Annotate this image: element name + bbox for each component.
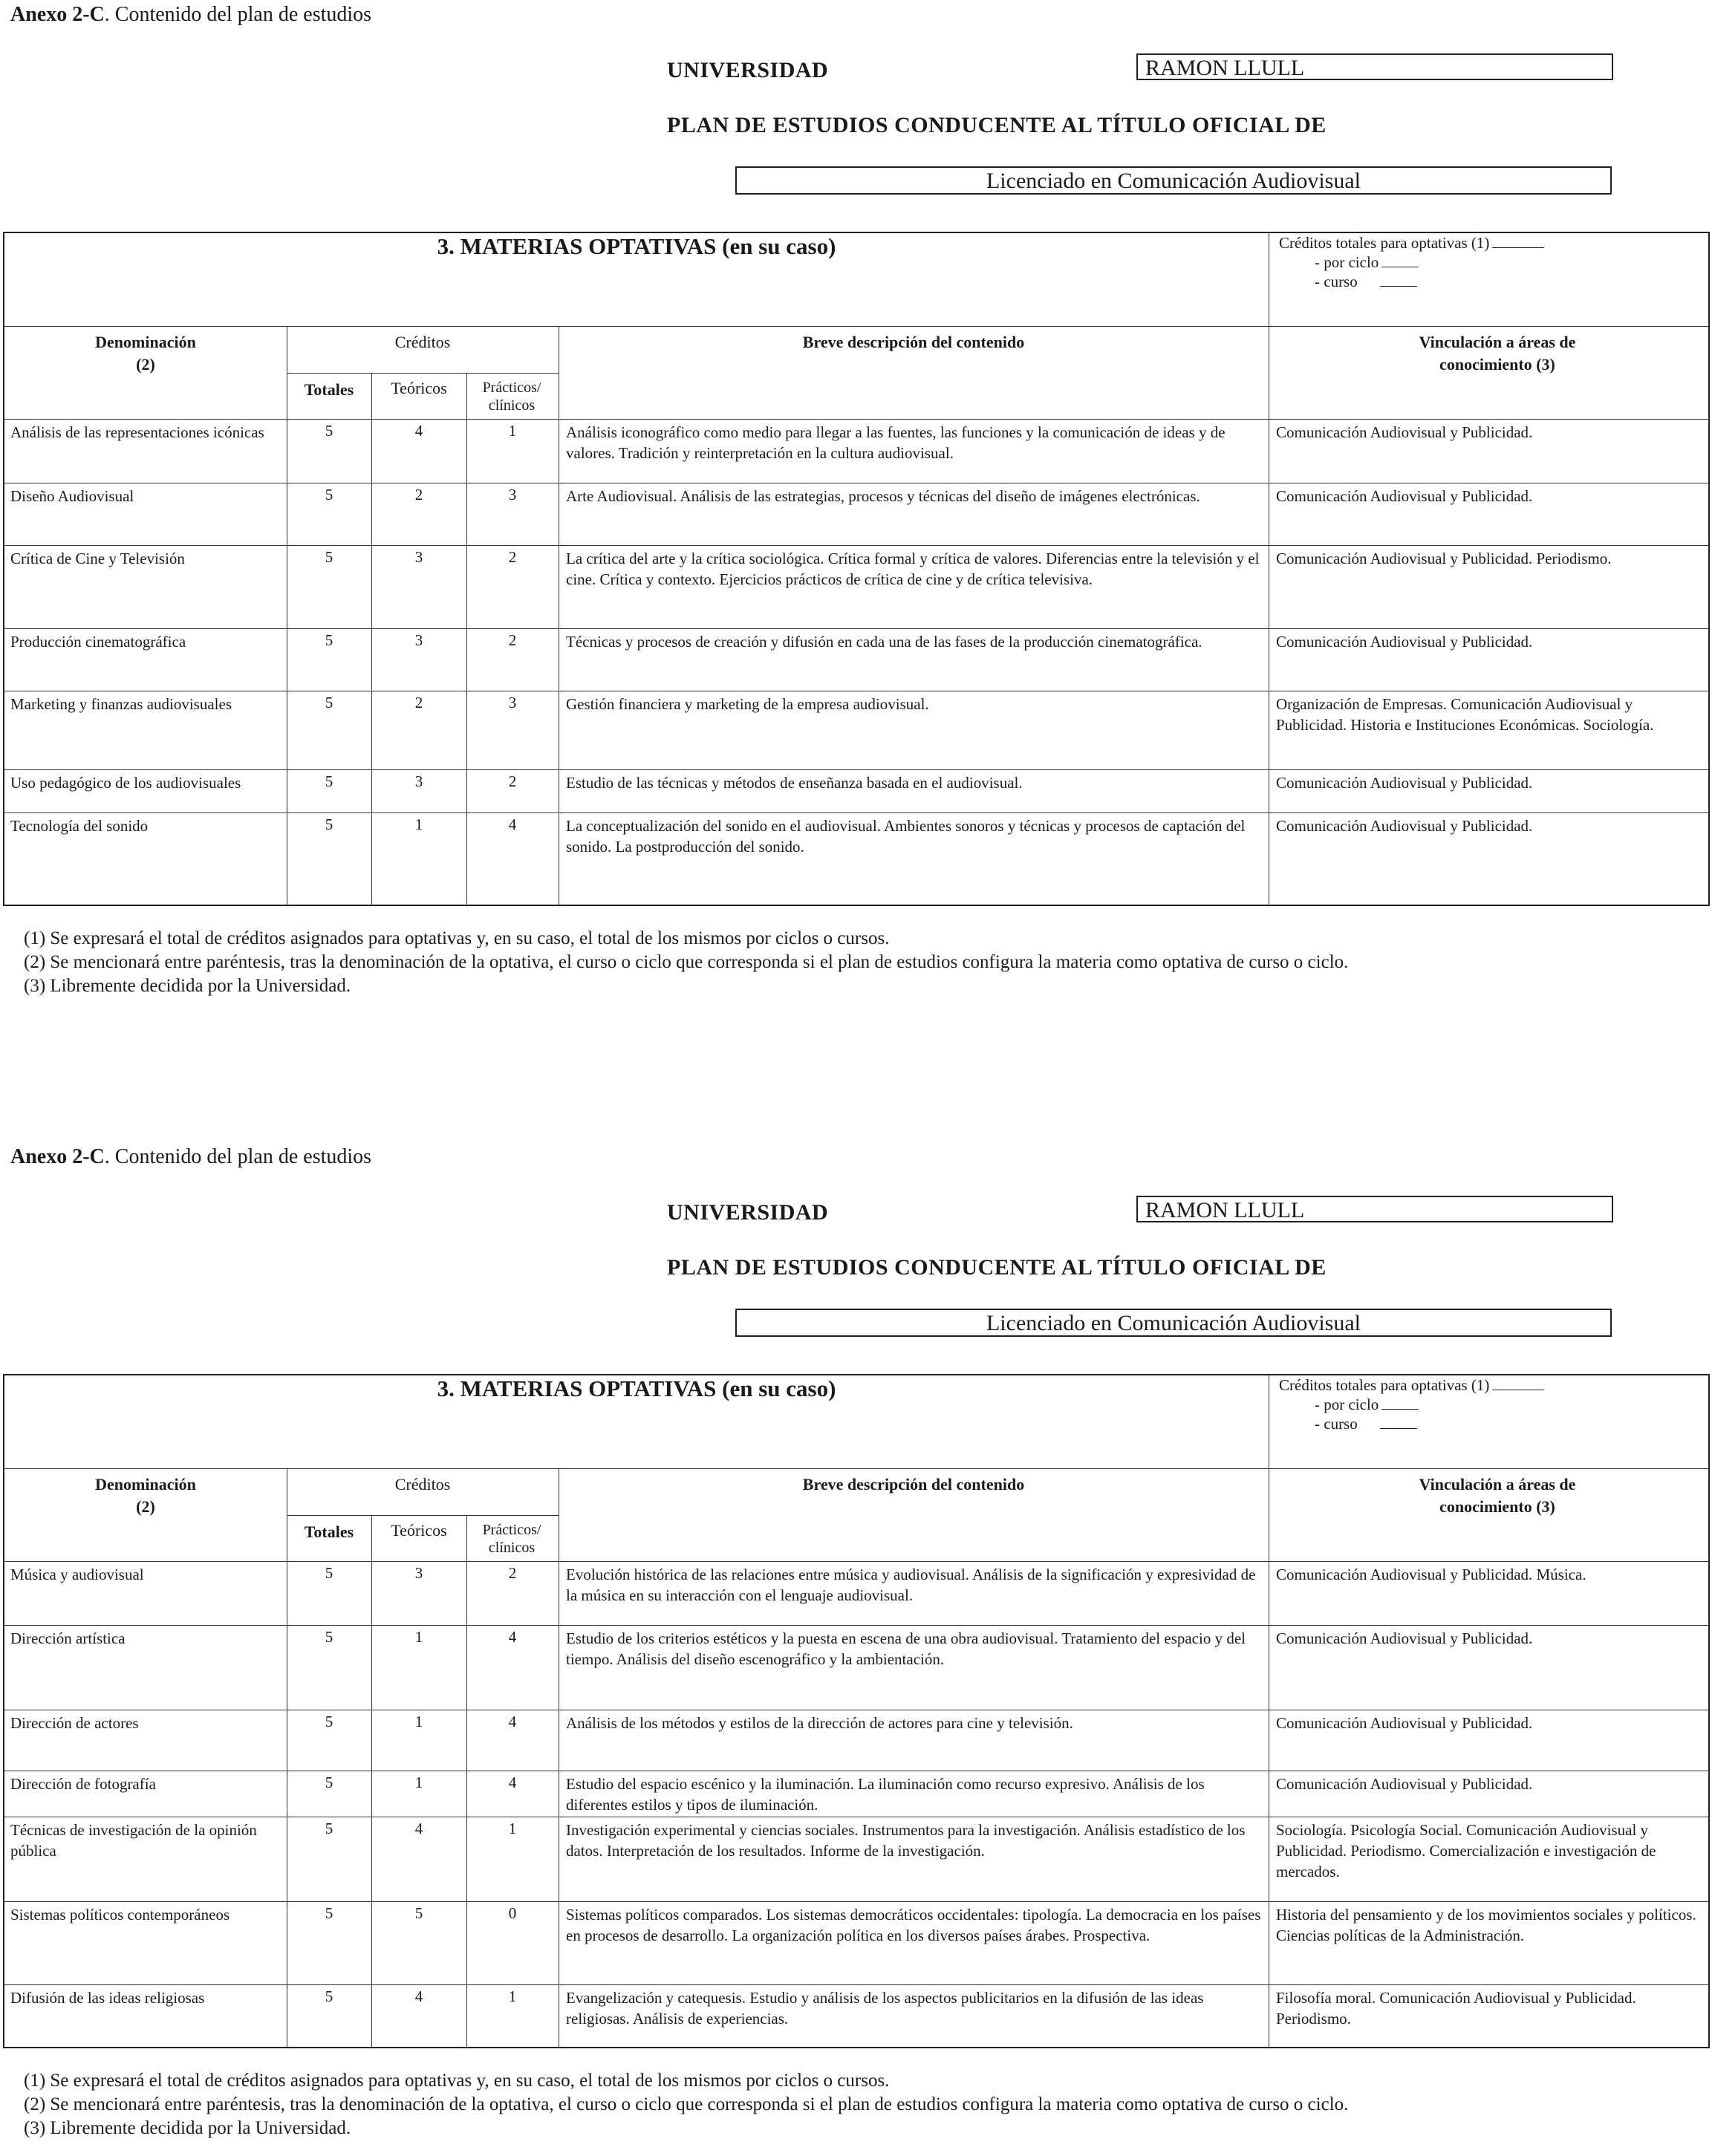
credits-total-block	[1279, 233, 1544, 291]
subject-description: Estudio de las técnicas y métodos de enseñanza basada en el audiovisual.	[566, 774, 1023, 792]
credits-theory-value: 1	[414, 1628, 423, 1646]
subject-description: Estudio del espacio escénico y la iluminación. La iluminación como recurso expresivo. Análisis de los diferentes estilos y tipos de iluminación.	[566, 1775, 1205, 1814]
header-vinculacion: Vinculación a áreas de conocimiento (3)	[1419, 1475, 1576, 1516]
knowledge-area: Comunicación Audiovisual y Publicidad.	[1276, 423, 1533, 441]
credits-theory-value: 4	[414, 1987, 423, 2005]
credits-total-value: 5	[325, 1564, 333, 1582]
optional-subjects-table	[3, 1374, 1710, 2048]
knowledge-area: Comunicación Audiovisual y Publicidad. Música.	[1276, 1566, 1586, 1583]
header-denominacion-note: (2)	[136, 355, 155, 374]
por-ciclo-label: - por ciclo	[1315, 253, 1379, 271]
credits-practice-value: 2	[508, 1564, 517, 1582]
subject-name: Crítica de Cine y Televisión	[10, 550, 185, 567]
credits-total-value: 5	[325, 422, 333, 440]
credits-total-value: 5	[325, 772, 333, 790]
university-name-box: RAMON LLULL	[1136, 53, 1613, 80]
credits-total-block	[1279, 1375, 1544, 1433]
subject-name: Diseño Audiovisual	[10, 487, 134, 505]
annex-text: . Contenido del plan de estudios	[104, 1145, 372, 1168]
plan-title: PLAN DE ESTUDIOS CONDUCENTE AL TÍTULO OFICIAL DE	[667, 1255, 1327, 1280]
subject-name: Música y audiovisual	[10, 1566, 144, 1583]
subject-description: La conceptualización del sonido en el audiovisual. Ambientes sonoros y técnicas y procesos de captación del sonido. La postproducción del sonido.	[566, 817, 1246, 856]
university-label: UNIVERSIDAD	[667, 58, 829, 82]
credits-total-value: 5	[325, 1820, 333, 1837]
credits-total-value: 5	[325, 1774, 333, 1791]
subject-description: Sistemas políticos comparados. Los sistemas democráticos occidentales: tipología. La democracia en los países en procesos de desarrollo. La organización política en los diversos países árabes. Prospectiva.	[566, 1906, 1261, 1944]
subject-description: Estudio de los criterios estéticos y la puesta en escena de una obra audiovisual. Tratamiento del espacio y del tiempo. Análisis del diseño escenográfico y la ambientación.	[566, 1629, 1246, 1668]
header-creditos: Créditos	[394, 1475, 451, 1494]
credits-theory-value: 1	[414, 1774, 423, 1791]
curso-label: - curso	[1315, 1415, 1358, 1433]
subject-description: La crítica del arte y la crítica sociológica. Crítica formal y crítica de valores. Diferencias entre la televisión y el cine. Crítica y contexto. Ejercicios prácticos de crítica de cine y de crítica televisiva.	[566, 550, 1260, 588]
credits-practice-value: 4	[508, 1628, 517, 1646]
subject-name: Dirección de actores	[10, 1714, 139, 1732]
credits-practice-value: 1	[508, 1987, 517, 2005]
credits-theory-value: 4	[414, 422, 423, 440]
subject-name: Tecnología del sonido	[10, 817, 149, 835]
footnote-1: (1) Se expresará el total de créditos asignados para optativas y, en su caso, el total de los mismos por ciclos o cursos.	[24, 928, 890, 948]
subject-description: Gestión financiera y marketing de la empresa audiovisual.	[566, 695, 929, 713]
subject-name: Sistemas políticos contemporáneos	[10, 1906, 230, 1924]
header-denominacion-note: (2)	[136, 1497, 155, 1516]
credits-practice-value: 4	[508, 1713, 517, 1730]
subject-name: Producción cinematográfica	[10, 633, 186, 651]
credits-total-value: 5	[325, 1628, 333, 1646]
knowledge-area: Filosofía moral. Comunicación Audiovisual y Publicidad. Periodismo.	[1276, 1989, 1636, 2028]
table-title: 3. MATERIAS OPTATIVAS (en su caso)	[437, 233, 836, 259]
por-ciclo-label: - por ciclo	[1315, 1395, 1379, 1413]
table-title: 3. MATERIAS OPTATIVAS (en su caso)	[437, 1375, 836, 1401]
footnote-3: (3) Libremente decidida por la Universidad.	[24, 976, 351, 996]
credits-theory-value: 4	[414, 1820, 423, 1837]
credits-total-label: Créditos totales para optativas (1)	[1279, 1376, 1490, 1394]
knowledge-area: Comunicación Audiovisual y Publicidad.	[1276, 1775, 1533, 1793]
credits-practice-value: 3	[508, 486, 517, 504]
footnote-3: (3) Libremente decidida por la Universidad.	[24, 2118, 351, 2138]
credits-total-value: 5	[325, 1904, 333, 1922]
subject-description: Arte Audiovisual. Análisis de las estrategias, procesos y técnicas del diseño de imágenes electrónicas.	[566, 487, 1200, 505]
university-name-box: RAMON LLULL	[1136, 1196, 1613, 1222]
optional-subjects-table	[3, 232, 1710, 906]
subject-name: Uso pedagógico de los audiovisuales	[10, 774, 241, 792]
credits-theory-value: 1	[414, 1713, 423, 1730]
annex-heading	[10, 3, 371, 27]
footnotes	[24, 927, 1348, 998]
footnote-1: (1) Se expresará el total de créditos asignados para optativas y, en su caso, el total de los mismos por ciclos o cursos.	[24, 2071, 890, 2091]
credits-practice-value: 0	[508, 1904, 517, 1922]
credits-total-value: 5	[325, 1713, 333, 1730]
subject-description: Técnicas y procesos de creación y difusión en cada una de las fases de la producción cinematográfica.	[566, 633, 1202, 651]
credits-theory-value: 3	[414, 1564, 423, 1582]
credits-practice-value: 1	[508, 422, 517, 440]
knowledge-area: Historia del pensamiento y de los movimientos sociales y políticos. Ciencias políticas de la Administración.	[1276, 1906, 1696, 1944]
knowledge-area: Comunicación Audiovisual y Publicidad.	[1276, 817, 1533, 835]
subject-name: Análisis de las representaciones icónicas	[10, 423, 264, 441]
header-practicos: Prácticos/ clínicos	[482, 380, 541, 414]
knowledge-area: Organización de Empresas. Comunicación Audiovisual y Publicidad. Historia e Instituciones Económicas. Sociología.	[1276, 695, 1654, 734]
knowledge-area: Comunicación Audiovisual y Publicidad.	[1276, 633, 1533, 651]
credits-practice-value: 2	[508, 772, 517, 790]
subject-description: Evolución histórica de las relaciones entre música y audiovisual. Análisis de la significación y expresividad de la música en su interacción con el lenguaje audiovisual.	[566, 1566, 1256, 1604]
degree-box: Licenciado en Comunicación Audiovisual	[735, 166, 1612, 195]
subject-description: Análisis de los métodos y estilos de la dirección de actores para cine y televisión.	[566, 1714, 1073, 1732]
footnote-2: (2) Se mencionará entre paréntesis, tras la denominación de la optativa, el curso o ciclo que corresponda si el plan de estudios configura la materia como optativa de curso o ciclo.	[24, 2094, 1349, 2114]
header-descripcion: Breve descripción del contenido	[802, 333, 1025, 351]
header-vinculacion: Vinculación a áreas de conocimiento (3)	[1419, 333, 1576, 374]
header-totales: Totales	[304, 380, 354, 399]
credits-theory-value: 3	[414, 548, 423, 566]
degree-box: Licenciado en Comunicación Audiovisual	[735, 1309, 1612, 1337]
header-denominacion	[4, 331, 287, 376]
credits-theory-value: 2	[414, 694, 423, 711]
subject-name: Dirección de fotografía	[10, 1775, 156, 1793]
header-denominacion-label: Denominación	[95, 333, 196, 351]
annex-heading	[10, 1145, 371, 1169]
credits-theory-value: 5	[414, 1904, 423, 1922]
credits-practice-value: 3	[508, 694, 517, 711]
knowledge-area: Sociología. Psicología Social. Comunicación Audiovisual y Publicidad. Periodismo. Comercialización e investigación de mercados.	[1276, 1821, 1656, 1880]
credits-theory-value: 2	[414, 486, 423, 504]
university-label: UNIVERSIDAD	[667, 1200, 829, 1225]
credits-practice-value: 4	[508, 1774, 517, 1791]
knowledge-area: Comunicación Audiovisual y Publicidad. Periodismo.	[1276, 550, 1612, 567]
knowledge-area: Comunicación Audiovisual y Publicidad.	[1276, 1629, 1533, 1647]
header-teoricos: Teóricos	[391, 1521, 447, 1540]
header-denominacion-label: Denominación	[95, 1475, 196, 1494]
credits-practice-value: 2	[508, 631, 517, 649]
header-teoricos: Teóricos	[391, 379, 447, 397]
subject-description: Análisis iconográfico como medio para llegar a las fuentes, las funciones y la comunicación de ideas y de valores. Tradición y reinterpretación en la cultura audiovisual.	[566, 423, 1226, 462]
header-descripcion: Breve descripción del contenido	[802, 1475, 1025, 1494]
credits-practice-value: 4	[508, 815, 517, 833]
header-creditos: Créditos	[394, 333, 451, 351]
credits-total-value: 5	[325, 486, 333, 504]
credits-total-value: 5	[325, 548, 333, 566]
annex-text: . Contenido del plan de estudios	[104, 3, 372, 26]
header-practicos: Prácticos/ clínicos	[482, 1522, 541, 1556]
footnotes	[24, 2069, 1348, 2140]
subject-description: Evangelización y catequesis. Estudio y análisis de los aspectos publicitarios en la difusión de las ideas religiosas. Análisis de experiencias.	[566, 1989, 1204, 2028]
subject-name: Técnicas de investigación de la opinión pública	[10, 1821, 257, 1860]
annex-label: Anexo 2-C	[10, 1145, 105, 1168]
credits-total-value: 5	[325, 815, 333, 833]
subject-description: Investigación experimental y ciencias sociales. Instrumentos para la investigación. Análisis estadístico de los datos. Interpretación de los resultados. Informe de la investigación.	[566, 1821, 1246, 1860]
credits-total-label: Créditos totales para optativas (1)	[1279, 234, 1490, 252]
credits-theory-value: 3	[414, 772, 423, 790]
knowledge-area: Comunicación Audiovisual y Publicidad.	[1276, 1714, 1533, 1732]
plan-title: PLAN DE ESTUDIOS CONDUCENTE AL TÍTULO OFICIAL DE	[667, 113, 1327, 137]
knowledge-area: Comunicación Audiovisual y Publicidad.	[1276, 487, 1533, 505]
subject-name: Dirección artística	[10, 1629, 126, 1647]
knowledge-area: Comunicación Audiovisual y Publicidad.	[1276, 774, 1533, 792]
credits-total-value: 5	[325, 1987, 333, 2005]
credits-practice-value: 2	[508, 548, 517, 566]
credits-total-value: 5	[325, 631, 333, 649]
credits-theory-value: 1	[414, 815, 423, 833]
credits-total-value: 5	[325, 694, 333, 711]
credits-theory-value: 3	[414, 631, 423, 649]
header-denominacion	[4, 1473, 287, 1518]
curso-label: - curso	[1315, 273, 1358, 290]
header-totales: Totales	[304, 1522, 354, 1541]
subject-name: Difusión de las ideas religiosas	[10, 1989, 205, 2007]
subject-name: Marketing y finanzas audiovisuales	[10, 695, 232, 713]
annex-label: Anexo 2-C	[10, 3, 105, 26]
credits-practice-value: 1	[508, 1820, 517, 1837]
footnote-2: (2) Se mencionará entre paréntesis, tras la denominación de la optativa, el curso o ciclo que corresponda si el plan de estudios configura la materia como optativa de curso o ciclo.	[24, 952, 1349, 972]
